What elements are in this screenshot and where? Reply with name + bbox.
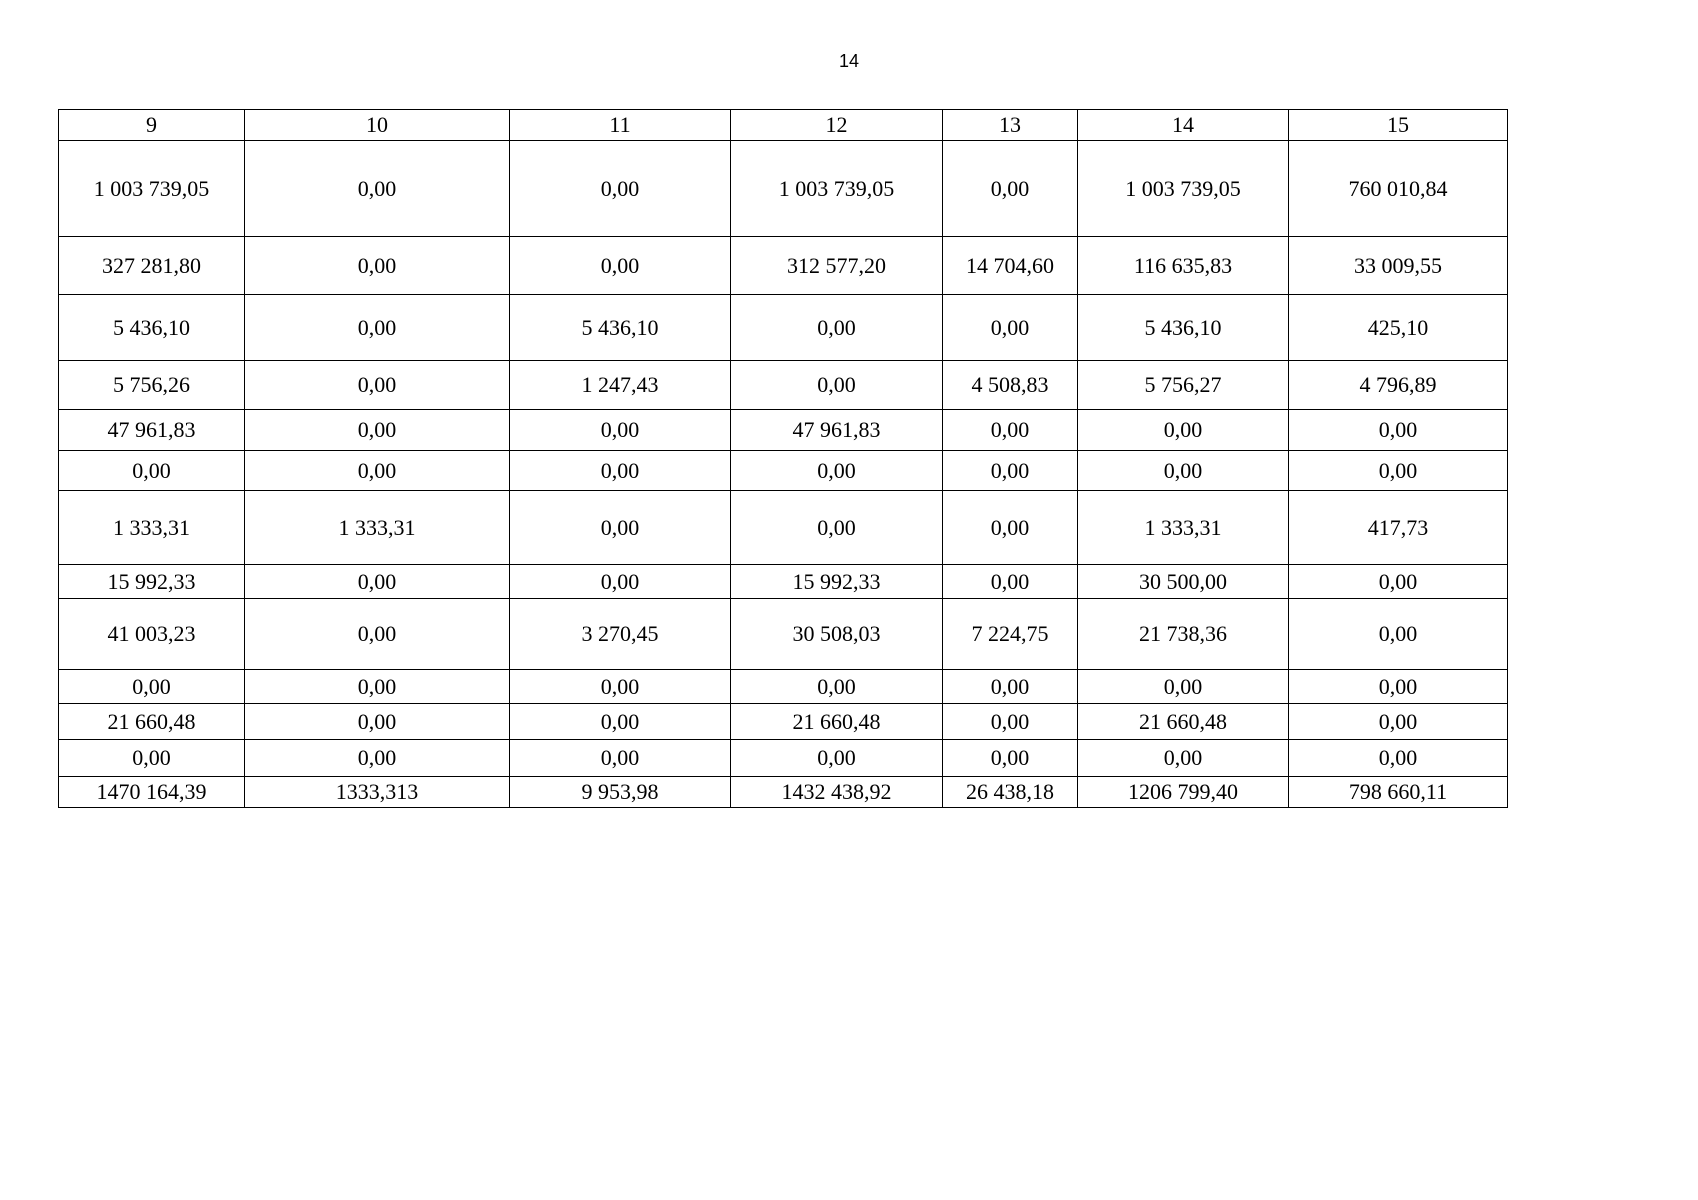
table-row [59, 565, 1508, 599]
table-cell: 0,00 [731, 361, 943, 410]
column-header: 10 [245, 110, 510, 141]
table-cell: 0,00 [943, 491, 1078, 565]
table-cell: 5 436,10 [510, 295, 731, 361]
table-row [59, 599, 1508, 670]
table-cell: 0,00 [1078, 410, 1289, 451]
table-cell: 0,00 [1289, 599, 1508, 670]
table-cell: 0,00 [245, 295, 510, 361]
table-cell: 5 436,10 [1078, 295, 1289, 361]
table-cell: 1333,313 [245, 777, 510, 808]
table-cell: 0,00 [245, 451, 510, 491]
table-cell: 0,00 [245, 704, 510, 740]
table-cell: 0,00 [943, 410, 1078, 451]
table-row [59, 410, 1508, 451]
table-cell: 0,00 [510, 451, 731, 491]
table-row [59, 704, 1508, 740]
table-cell: 21 738,36 [1078, 599, 1289, 670]
table-cell: 0,00 [245, 410, 510, 451]
table-cell: 0,00 [731, 491, 943, 565]
table-cell: 5 436,10 [59, 295, 245, 361]
table-cell: 0,00 [245, 237, 510, 295]
table-row [59, 670, 1508, 704]
table-cell: 0,00 [245, 565, 510, 599]
table-cell: 0,00 [510, 670, 731, 704]
table-row [59, 451, 1508, 491]
table-cell: 0,00 [943, 451, 1078, 491]
table-cell: 0,00 [731, 295, 943, 361]
table-cell: 0,00 [245, 740, 510, 777]
table-cell: 5 756,27 [1078, 361, 1289, 410]
table-row [59, 141, 1508, 237]
table-cell: 0,00 [1078, 670, 1289, 704]
table-cell: 7 224,75 [943, 599, 1078, 670]
table-cell: 0,00 [1289, 670, 1508, 704]
table-cell: 0,00 [1289, 704, 1508, 740]
data-table [58, 109, 1508, 808]
table-cell: 21 660,48 [1078, 704, 1289, 740]
table-cell: 5 756,26 [59, 361, 245, 410]
table-cell: 0,00 [245, 599, 510, 670]
table-cell: 0,00 [245, 361, 510, 410]
table-cell: 30 508,03 [731, 599, 943, 670]
table-cell: 0,00 [731, 740, 943, 777]
table-cell: 0,00 [510, 237, 731, 295]
table-cell: 0,00 [943, 295, 1078, 361]
column-header: 12 [731, 110, 943, 141]
table-cell: 0,00 [510, 491, 731, 565]
table-cell: 1 247,43 [510, 361, 731, 410]
table-header-row [59, 110, 1508, 141]
table-cell: 425,10 [1289, 295, 1508, 361]
table-row [59, 740, 1508, 777]
table-cell: 0,00 [731, 451, 943, 491]
table-cell: 0,00 [1289, 451, 1508, 491]
table-cell: 0,00 [731, 670, 943, 704]
table-cell: 41 003,23 [59, 599, 245, 670]
table-cell: 0,00 [943, 565, 1078, 599]
table-cell: 1 333,31 [1078, 491, 1289, 565]
table-cell: 0,00 [510, 410, 731, 451]
table-cell: 0,00 [59, 451, 245, 491]
table-cell: 0,00 [943, 740, 1078, 777]
table-cell: 0,00 [1078, 740, 1289, 777]
table-row [59, 491, 1508, 565]
table-cell: 0,00 [245, 141, 510, 237]
table-cell: 26 438,18 [943, 777, 1078, 808]
table-cell: 1 333,31 [245, 491, 510, 565]
table-cell: 15 992,33 [59, 565, 245, 599]
table-cell: 760 010,84 [1289, 141, 1508, 237]
table-cell: 0,00 [245, 670, 510, 704]
table-cell: 21 660,48 [731, 704, 943, 740]
table-cell: 1432 438,92 [731, 777, 943, 808]
table-cell: 327 281,80 [59, 237, 245, 295]
table-cell: 1 003 739,05 [59, 141, 245, 237]
column-header: 14 [1078, 110, 1289, 141]
table-cell: 14 704,60 [943, 237, 1078, 295]
table-cell: 3 270,45 [510, 599, 731, 670]
table-cell: 4 508,83 [943, 361, 1078, 410]
table-cell: 0,00 [59, 740, 245, 777]
table-cell: 798 660,11 [1289, 777, 1508, 808]
table-cell: 4 796,89 [1289, 361, 1508, 410]
table-cell: 1 333,31 [59, 491, 245, 565]
column-header: 11 [510, 110, 731, 141]
table-cell: 1470 164,39 [59, 777, 245, 808]
table-cell: 0,00 [1289, 565, 1508, 599]
table-cell: 0,00 [943, 141, 1078, 237]
table-cell: 1 003 739,05 [731, 141, 943, 237]
table-cell: 0,00 [943, 670, 1078, 704]
column-header: 9 [59, 110, 245, 141]
table-cell: 15 992,33 [731, 565, 943, 599]
table-cell: 0,00 [1078, 451, 1289, 491]
table-cell: 33 009,55 [1289, 237, 1508, 295]
table-cell: 0,00 [943, 704, 1078, 740]
column-header: 13 [943, 110, 1078, 141]
table-cell: 0,00 [510, 704, 731, 740]
column-header: 15 [1289, 110, 1508, 141]
table-row [59, 237, 1508, 295]
table-cell: 1 003 739,05 [1078, 141, 1289, 237]
table-cell: 21 660,48 [59, 704, 245, 740]
table-cell: 9 953,98 [510, 777, 731, 808]
table-cell: 0,00 [1289, 410, 1508, 451]
page-number: 14 [838, 51, 860, 71]
table-cell: 0,00 [510, 740, 731, 777]
table-total-row [59, 777, 1508, 808]
table-cell: 0,00 [510, 141, 731, 237]
table-cell: 0,00 [510, 565, 731, 599]
table-cell: 116 635,83 [1078, 237, 1289, 295]
table-cell: 1206 799,40 [1078, 777, 1289, 808]
table-cell: 0,00 [59, 670, 245, 704]
table-cell: 47 961,83 [59, 410, 245, 451]
table-cell: 47 961,83 [731, 410, 943, 451]
table-row [59, 295, 1508, 361]
table-cell: 0,00 [1289, 740, 1508, 777]
table-cell: 417,73 [1289, 491, 1508, 565]
table-cell: 312 577,20 [731, 237, 943, 295]
table-row [59, 361, 1508, 410]
table-cell: 30 500,00 [1078, 565, 1289, 599]
